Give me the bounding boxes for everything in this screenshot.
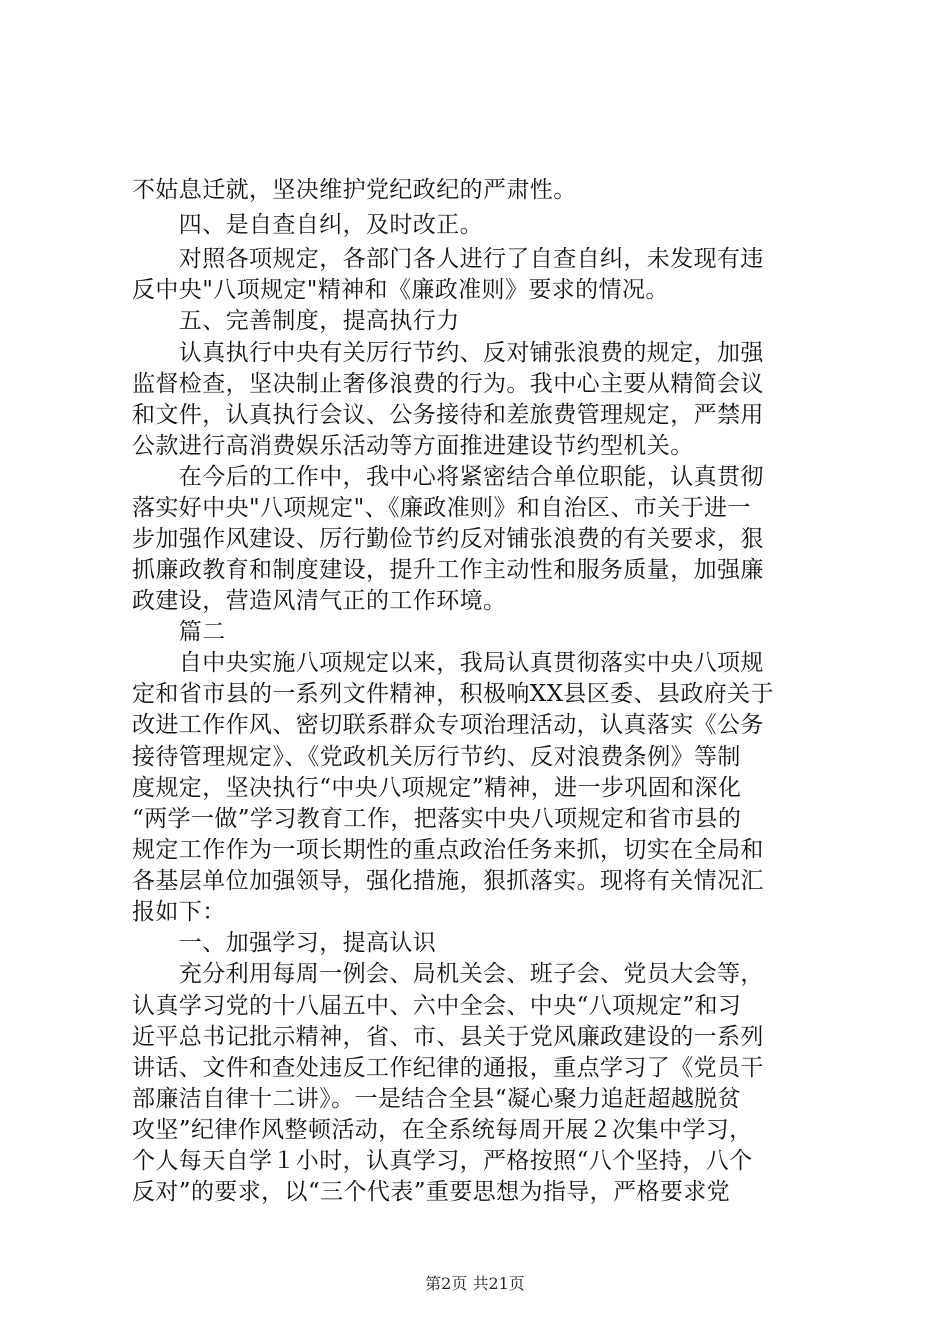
text-line: 对照各项规定，各部门各人进行了自查自纠，未发现有违 (132, 246, 764, 272)
text-line: 篇二 (132, 619, 226, 645)
text-line: 讲话、文件和查处违反工作纪律的通报，重点学习了《党员干 (132, 1055, 764, 1081)
text-line: 五、完善制度，提高执行力 (132, 308, 460, 334)
text-line: 四、是自查自纠，及时改正。 (132, 212, 483, 238)
text-line: 部廉洁自律十二讲》。一是结合全县“凝心聚力追赶超越脱贫 (132, 1086, 742, 1112)
text-line: 一、加强学习，提高认识 (132, 930, 437, 956)
text-line: 接待管理规定》、《党政机关厉行节约、反对浪费条例》等制 (132, 744, 741, 770)
text-line: 不姑息迁就，坚决维护党纪政纪的严肃性。 (132, 177, 577, 203)
text-line: 监督检查，坚决制止奢侈浪费的行为。我中心主要从精简会议 (132, 371, 764, 397)
text-line: 和文件，认真执行会议、公务接待和差旅费管理规定，严禁用 (132, 402, 764, 428)
text-line: 政建设，营造风清气正的工作环境。 (132, 588, 507, 614)
text-line: “两学一做”学习教育工作，把落实中央八项规定和省市县的 (132, 806, 742, 832)
text-line: 报如下： (132, 899, 226, 925)
text-line: 认真执行中央有关厉行节约、反对铺张浪费的规定，加强 (132, 340, 764, 366)
text-line: 抓廉政教育和制度建设，提升工作主动性和服务质量，加强廉 (132, 557, 764, 583)
text-line: 落实好中央"八项规定"、《廉政准则》和自治区、市关于进一 (132, 495, 751, 521)
text-line: 在今后的工作中，我中心将紧密结合单位职能，认真贯彻 (132, 464, 764, 490)
text-line: 度规定，坚决执行“中央八项规定”精神，进一步巩固和深化 (132, 775, 742, 801)
text-line: 定和省市县的一系列文件精神，积极响XX县区委、县政府关于 (132, 681, 774, 707)
text-line: 步加强作风建设、厉行勤俭节约反对铺张浪费的有关要求，狠 (132, 526, 764, 552)
text-line: 反中央"八项规定"精神和《廉政准则》要求的情况。 (132, 277, 669, 303)
text-line: 充分利用每周一例会、局机关会、班子会、党员大会等， (132, 961, 764, 987)
text-line: 近平总书记批示精神，省、市、县关于党风廉政建设的一系列 (132, 1024, 764, 1050)
text-line: 公款进行高消费娱乐活动等方面推进建设节约型机关。 (132, 433, 694, 459)
text-line: 各基层单位加强领导，强化措施，狠抓落实。现将有关情况汇 (132, 868, 764, 894)
text-line: 认真学习党的十八届五中、六中全会、中央“八项规定”和习 (132, 993, 742, 1019)
page-number-footer: 第2页 共21页 (425, 1274, 525, 1293)
text-line: 改进工作作风、密切联系群众专项治理活动，认真落实《公务 (132, 712, 764, 738)
text-line: 规定工作作为一项长期性的重点政治任务来抓，切实在全局和 (132, 837, 764, 863)
text-line: 个人每天自学１小时，认真学习，严格按照“八个坚持，八个 (132, 1148, 753, 1174)
text-line: 反对”的要求，以“三个代表”重要思想为指导，严格要求党 (132, 1179, 731, 1205)
text-line: 攻坚”纪律作风整顿活动，在全系统每周开展２次集中学习， (132, 1117, 753, 1143)
text-line: 自中央实施八项规定以来，我局认真贯彻落实中央八项规 (132, 650, 764, 676)
